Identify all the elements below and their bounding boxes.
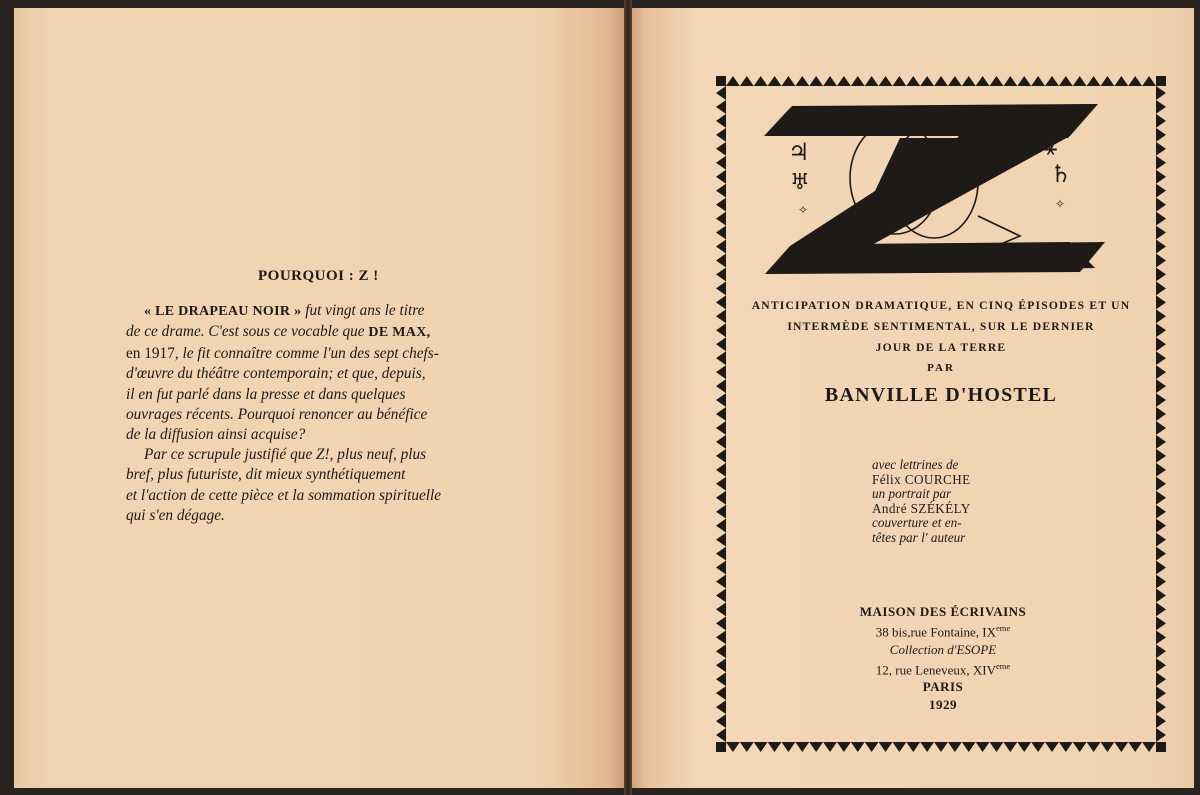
left-paragraph-2 (126, 445, 546, 527)
asterisk-symbol-icon: ⚹ (1044, 136, 1058, 161)
author-name: BANVILLE D'HOSTEL (824, 384, 1058, 406)
book-gutter (624, 0, 632, 795)
text-line (126, 405, 546, 425)
credit-line: André SZÉKÉLY (872, 500, 971, 516)
publisher-text-run: PARIS (922, 679, 964, 695)
text-run: en 1917, (126, 344, 179, 362)
text-line (126, 344, 546, 364)
text-line (126, 486, 546, 506)
text-line (126, 364, 546, 384)
text-line (126, 301, 546, 322)
text-run: fut vingt ans le titre (301, 302, 425, 319)
uranus-symbol-icon: ♅ (790, 170, 810, 195)
publisher-text-run: MAISON DES ÉCRIVAINS (859, 604, 1027, 619)
text-run: ouvrages récents. Pourquoi renoncer au bénéfice (126, 406, 428, 424)
publisher-text-run: eme (996, 623, 1011, 634)
subtitle-line-3: JOUR DE LA TERRE (875, 341, 1007, 354)
text-run: d'œuvre du théâtre contemporain; et que, depuis, (126, 365, 426, 383)
publisher-text-run: Collection d'ESOPE (889, 641, 997, 657)
publisher-text-run: eme (996, 660, 1011, 671)
text-run: Par ce scrupule justifié que Z!, plus neuf, plus (144, 446, 427, 463)
text-line (126, 385, 546, 405)
text-line (126, 425, 546, 445)
publisher-line (838, 620, 1048, 641)
credit-line: couverture et en- (872, 515, 962, 531)
border-corner (716, 76, 726, 86)
border-corner (1156, 76, 1166, 86)
text-run: le fit connaître comme l'un des sept chefs- (178, 344, 439, 362)
credit-line: têtes par l' auteur (872, 529, 966, 545)
star-icon: ✧ (798, 203, 809, 217)
credit-line: un portrait par (872, 486, 952, 502)
publisher-line (838, 678, 1048, 695)
border-corner (1156, 742, 1166, 752)
left-page-title: POURQUOI : Z ! (258, 268, 379, 284)
subtitle-line-2: INTERMÈDE SENTIMENTAL, SUR LE DERNIER (787, 320, 1095, 333)
text-run: de ce drame. C'est sous ce vocable que (126, 323, 369, 341)
star-icon: ✧ (1055, 197, 1066, 211)
text-line (126, 322, 546, 343)
publisher-line (838, 603, 1048, 620)
text-run: il en fut parlé dans la presse et dans quelques (126, 385, 406, 403)
publisher-text-run: 12, rue Leneveux, XIV (875, 662, 997, 678)
publisher-line (838, 641, 1048, 658)
credit-line: Félix COURCHE (872, 471, 971, 487)
credits-block (872, 458, 1032, 546)
border-corner (716, 742, 726, 752)
text-run: DE MAX, (368, 325, 431, 341)
text-run: de la diffusion ainsi acquise? (126, 426, 306, 444)
publisher-block (838, 603, 1048, 713)
publisher-line (838, 696, 1048, 713)
left-paragraph-1 (126, 301, 546, 446)
jupiter-symbol-icon: ♃ (788, 138, 810, 166)
publisher-text-run: 1929 (929, 696, 957, 712)
text-run: bref, plus futuriste, dit mieux synthétiquement (126, 466, 406, 484)
text-line (126, 465, 546, 485)
saturn-symbol-icon: ♄ (1050, 160, 1072, 188)
text-run: « LE DRAPEAU NOIR » (144, 304, 302, 319)
text-run: qui s'en dégage. (126, 507, 225, 525)
publisher-line (838, 658, 1048, 679)
text-line (126, 445, 546, 465)
credit-line: avec lettrines de (872, 457, 959, 472)
text-run: et l'action de cette pièce et la sommation spirituelle (126, 486, 442, 504)
publisher-text-run: 38 bis,rue Fontaine, IX (875, 624, 997, 640)
subtitle-line-1: ANTICIPATION DRAMATIQUE, EN CINQ ÉPISODES ET UN (751, 299, 1131, 312)
text-line (126, 506, 546, 526)
par-label: PAR (927, 362, 955, 374)
